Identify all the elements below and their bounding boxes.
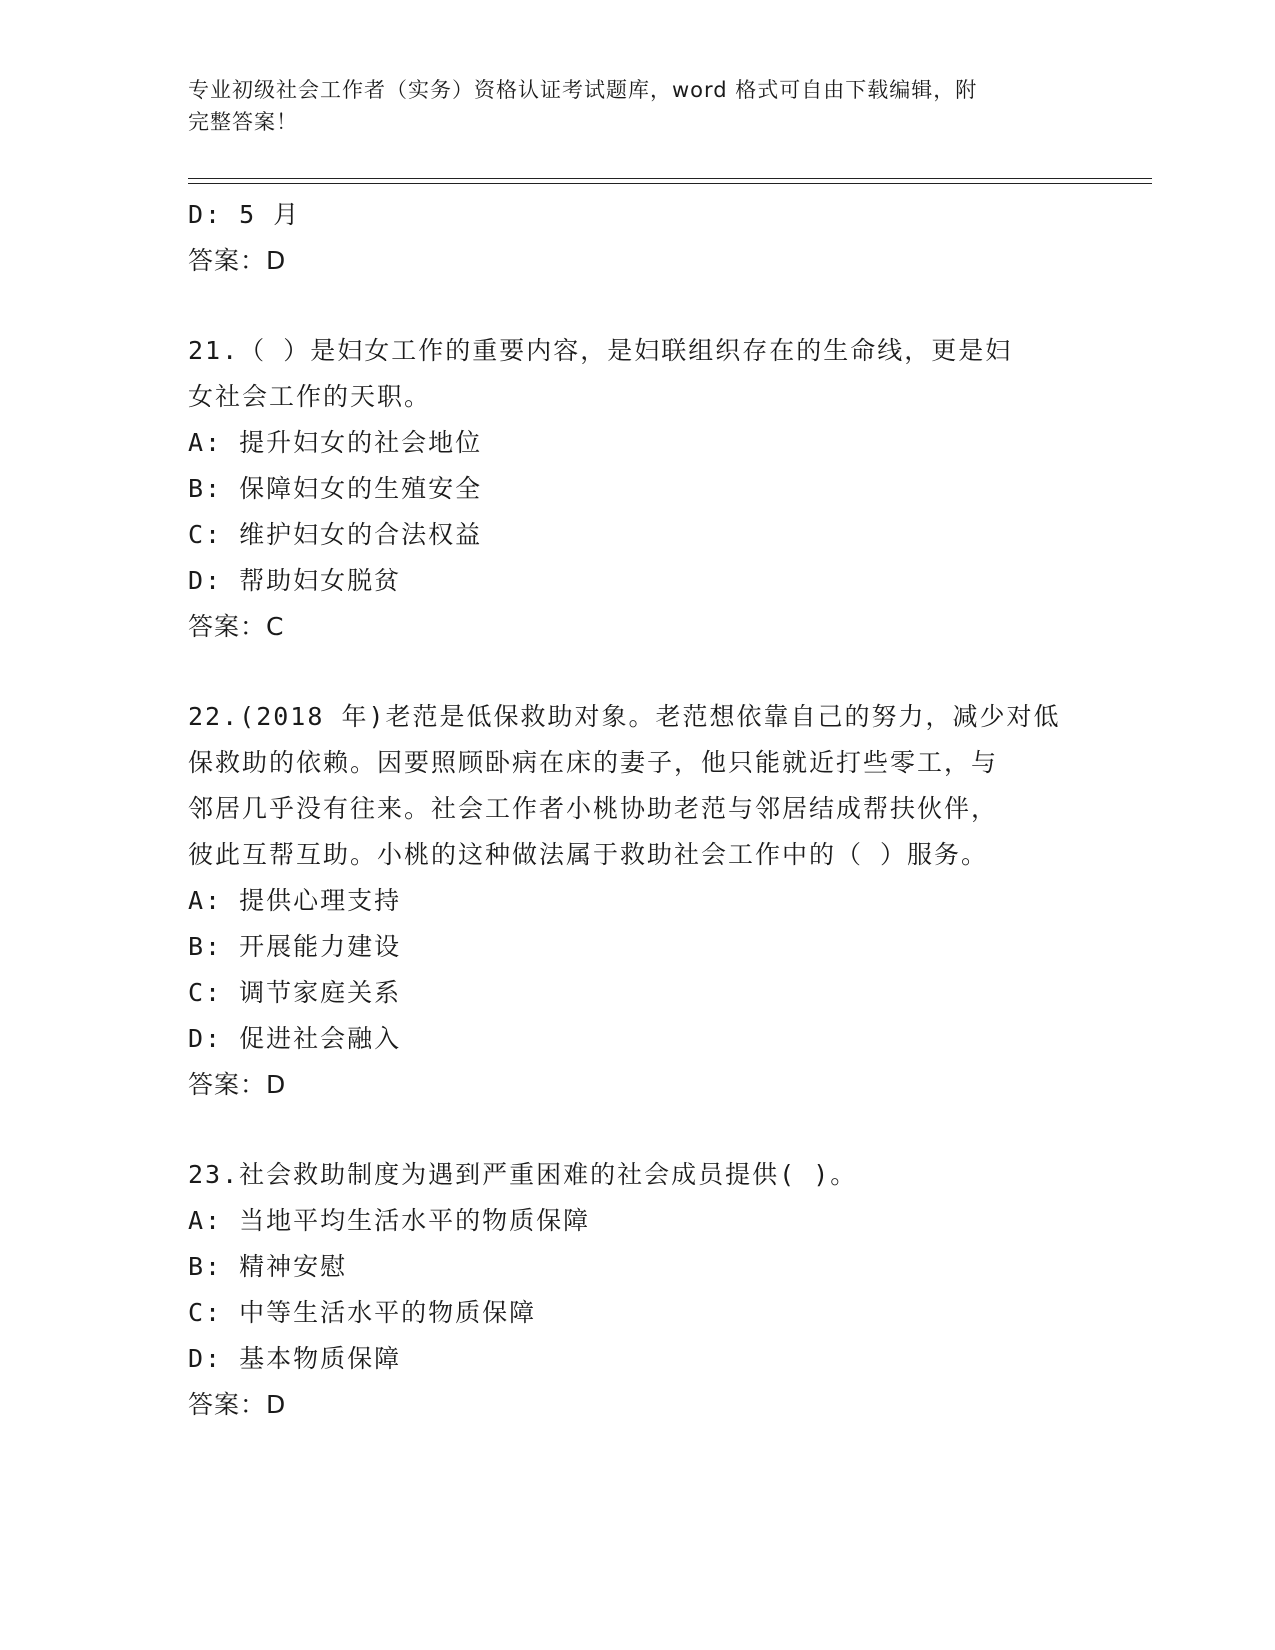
option-b: B: 保障妇女的生殖安全 (188, 474, 483, 503)
previous-question-tail (188, 192, 1088, 284)
option-c: C: 中等生活水平的物质保障 (188, 1298, 537, 1327)
question-22 (188, 694, 1088, 1108)
question-stem: 21.（ ）是妇女工作的重要内容，是妇联组织存在的生命线，更是妇 (188, 336, 1013, 365)
question-23 (188, 1152, 1088, 1428)
option-d: D: 帮助妇女脱贫 (188, 566, 402, 595)
header-divider-top (188, 178, 1152, 179)
header-line-2: 完整答案！ (188, 110, 298, 134)
option-d: D: 促进社会融入 (188, 1024, 402, 1053)
option-c: C: 调节家庭关系 (188, 978, 402, 1007)
answer-line: 答案：D (188, 1390, 287, 1419)
question-stem: 22.(2018 年)老范是低保救助对象。老范想依靠自己的努力，减少对低 (188, 702, 1061, 731)
option-a: A: 当地平均生活水平的物质保障 (188, 1206, 591, 1235)
spacer (188, 284, 1088, 328)
document-header (188, 74, 1088, 138)
option-b: B: 精神安慰 (188, 1252, 348, 1281)
option-b: B: 开展能力建设 (188, 932, 402, 961)
option-a: A: 提供心理支持 (188, 886, 402, 915)
spacer (188, 1108, 1088, 1152)
option-a: A: 提升妇女的社会地位 (188, 428, 483, 457)
question-stem: 23.社会救助制度为遇到严重困难的社会成员提供( )。 (188, 1160, 858, 1189)
question-stem: 邻居几乎没有往来。社会工作者小桃协助老范与邻居结成帮扶伙伴， (188, 794, 999, 823)
answer-line: 答案：D (188, 1070, 287, 1099)
header-divider-bottom (188, 183, 1152, 184)
option-d: D: 基本物质保障 (188, 1344, 402, 1373)
document-body (188, 192, 1088, 1428)
answer-line: 答案：C (188, 612, 285, 641)
question-stem: 女社会工作的天职。 (188, 382, 432, 411)
question-stem: 彼此互帮互助。小桃的这种做法属于救助社会工作中的（ ）服务。 (188, 840, 989, 869)
option-d: D: 5 月 (188, 200, 301, 229)
question-21 (188, 328, 1088, 650)
question-stem: 保救助的依赖。因要照顾卧病在床的妻子，他只能就近打些零工，与 (188, 748, 999, 777)
answer-line: 答案：D (188, 246, 287, 275)
option-c: C: 维护妇女的合法权益 (188, 520, 483, 549)
header-line-1: 专业初级社会工作者（实务）资格认证考试题库，word 格式可自由下载编辑，附 (188, 78, 978, 102)
spacer (188, 650, 1088, 694)
